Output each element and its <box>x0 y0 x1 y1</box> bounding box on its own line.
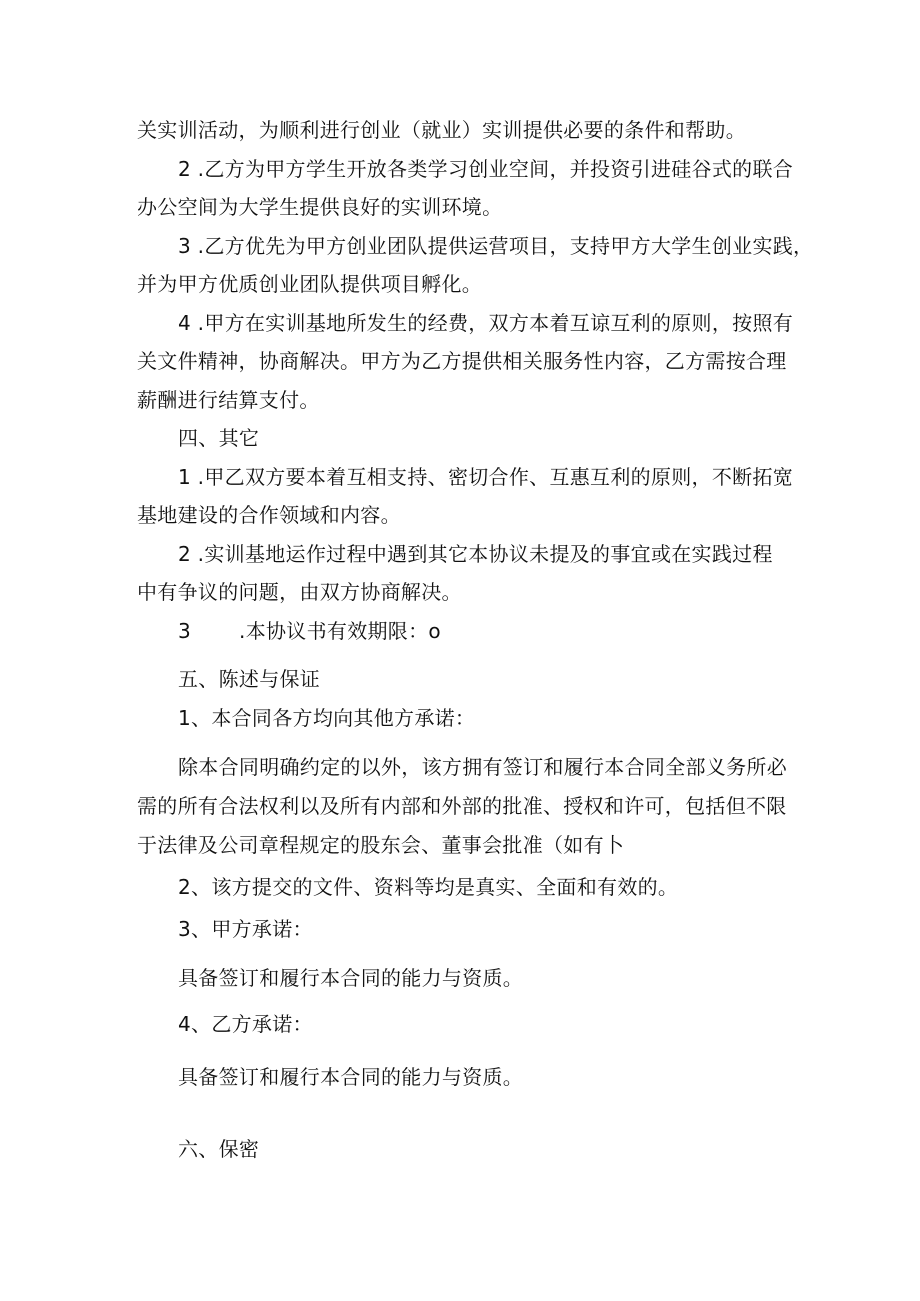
text-line-12: 2 .实训基地运作过程中遇到其它本协议未提及的事宜或在实践过程 <box>178 542 773 566</box>
text-line-21: 3、甲方承诺： <box>178 917 313 941</box>
text-line-4: 3 .乙方优先为甲方创业团队提供运营项目，支持甲方大学生创业实践， <box>178 234 814 258</box>
text-line-11: 基地建设的合作领域和内容。 <box>137 503 401 527</box>
section-heading-4: 四、其它 <box>178 426 260 450</box>
text-line-6: 4 .甲方在实训基地所发生的经费，双方本着互谅互利的原则，按照有 <box>178 311 794 335</box>
section-heading-5: 五、陈述与保证 <box>178 667 321 691</box>
text-line-18: 需的所有合法权利以及所有内部和外部的批准、授权和许可，包括但不限 <box>137 794 787 818</box>
text-line-7: 关文件精神，协商解决。甲方为乙方提供相关服务性内容，乙方需按合理 <box>137 349 787 373</box>
text-line-13: 中有争议的问题，由双方协商解决。 <box>137 580 462 604</box>
text-line-1: 关实训活动，为顺利进行创业（就业）实训提供必要的条件和帮助。 <box>137 118 746 142</box>
list-number: 3 <box>178 619 192 643</box>
validity-term-text: .本协议书有效期限：o <box>239 619 441 643</box>
text-line-3: 办公空间为大学生提供良好的实训环境。 <box>137 195 503 219</box>
text-line-20: 2、该方提交的文件、资料等均是真实、全面和有效的。 <box>178 875 679 899</box>
text-line-24: 具备签订和履行本合同的能力与资质。 <box>178 1065 524 1089</box>
text-line-8: 薪酬进行结算支付。 <box>137 388 320 412</box>
text-line-14 <box>178 617 441 645</box>
text-line-16: 1、本合同各方均向其他方承诺： <box>178 706 476 730</box>
text-line-23: 4、乙方承诺： <box>178 1012 313 1036</box>
text-line-5: 并为甲方优质创业团队提供项目孵化。 <box>137 272 483 296</box>
text-line-17: 除本合同明确约定的以外，该方拥有签订和履行本合同全部义务所必 <box>178 755 787 779</box>
section-heading-6: 六、保密 <box>178 1137 260 1161</box>
text-line-10: 1 .甲乙双方要本着互相支持、密切合作、互惠互利的原则，不断拓宽 <box>178 465 794 489</box>
text-line-19: 于法律及公司章程规定的股东会、董事会批准（如有卜 <box>137 833 625 857</box>
text-line-22: 具备签订和履行本合同的能力与资质。 <box>178 966 524 990</box>
text-line-2: 2 .乙方为甲方学生开放各类学习创业空间，并投资引进硅谷式的联合 <box>178 157 794 181</box>
